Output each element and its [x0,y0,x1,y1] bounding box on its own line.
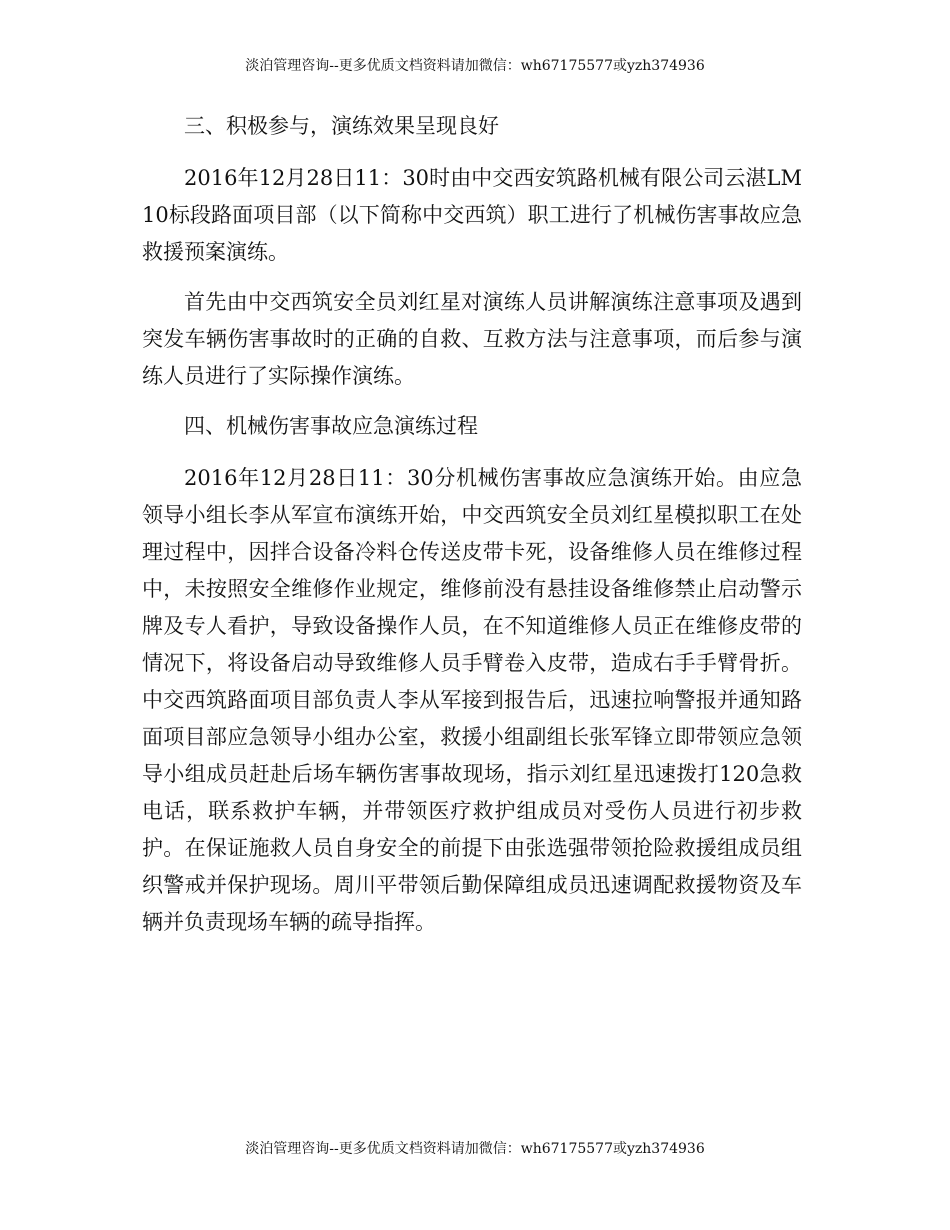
section-heading-4: 四、机械伤害事故应急演练过程 [184,414,478,438]
paragraph-drill-intro: 2016年12月28日11：30时由中交西安筑路机械有限公司云湛LM10标段路面项目部（以下简称中交西筑）职工进行了机械伤害事故应急救援预案演练。 [142,166,802,264]
document-body [142,108,802,954]
paragraph-safety-briefing: 首先由中交西筑安全员刘红星对演练人员讲解演练注意事项及遇到突发车辆伤害事故时的正确的自救、互救方法与注意事项，而后参与演练人员进行了实际操作演练。 [142,290,802,388]
page-header: 淡泊管理咨询--更多优质文档资料请加微信：wh67175577或yzh374936 [245,58,705,74]
paragraph-drill-process: 2016年12月28日11：30分机械伤害事故应急演练开始。由应急领导小组长李从军宣布演练开始，中交西筑安全员刘红星模拟职工在处理过程中，因拌合设备冷料仓传送皮带卡死，设备维修人员在维修过程中，未按照安全维修作业规定，维修前没有悬挂设备维修禁止启动警示牌及专人看护，导致设备操作人员，在不知道维修人员正在维修皮带的情况下，将设备启动导致维修人员手臂卷入皮带，造成右手手臂骨折。中交西筑路面项目部负责人李从军接到报告后，迅速拉响警报并通知路面项目部应急领导小组办公室，救援小组副组长张军锋立即带领应急领导小组成员赶赴后场车辆伤害事故现场，指示刘红星迅速拨打120急救电话，联系救护车辆，并带领医疗救护组成员对受伤人员进行初步救护。在保证施救人员自身安全的前提下由张选强带领抢险救援组成员组织警戒并保护现场。周川平带领后勤保障组成员迅速调配救援物资及车辆并负责现场车辆的疏导指挥。 [142,466,802,934]
page-footer: 淡泊管理咨询--更多优质文档资料请加微信：wh67175577或yzh374936 [245,1141,705,1157]
section-heading-3: 三、积极参与，演练效果呈现良好 [184,114,499,138]
